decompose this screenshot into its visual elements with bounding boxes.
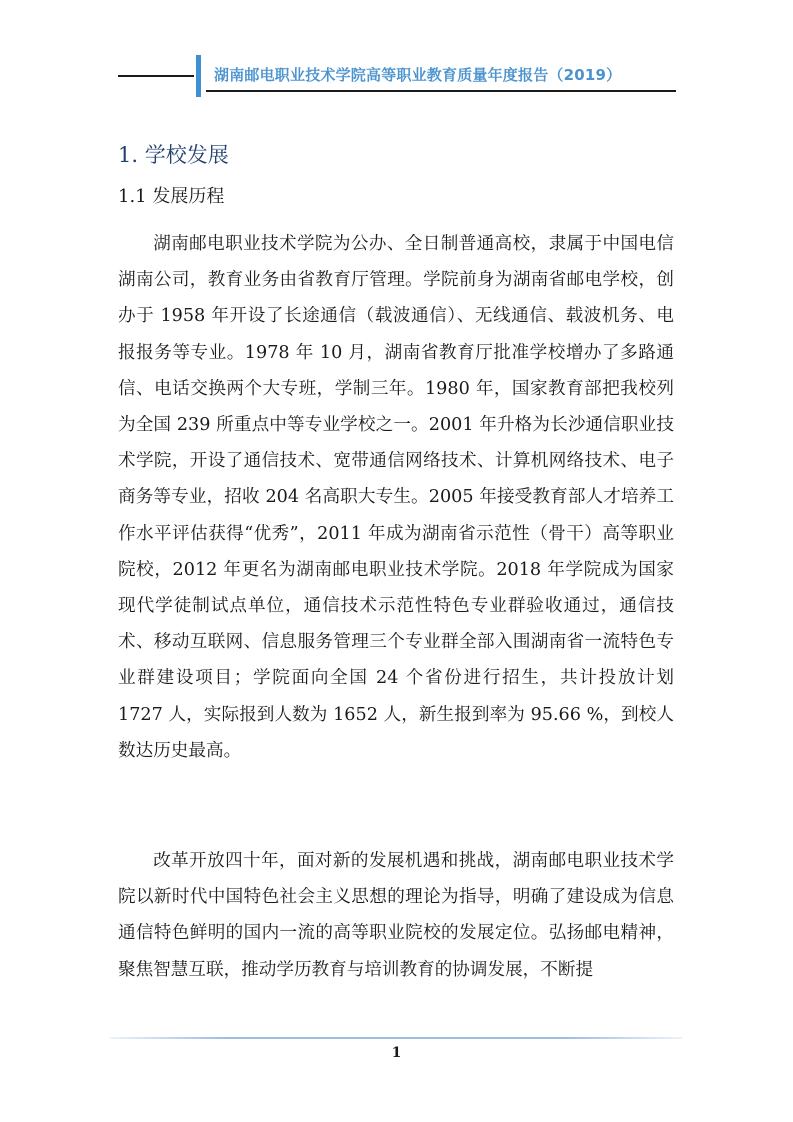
body-paragraph: 改革开放四十年，面对新的发展机遇和挑战，湖南邮电职业技术学院以新时代中国特色社会主义思想的理论为指导，明确了建设成为信息通信特色鲜明的国内一流的高等职业院校的发展定位。弘扬邮电精神，聚焦智慧互联，推动学历教育与培训教育的协调发展，不断提 [118, 851, 674, 980]
body-paragraph: 湖南邮电职业技术学院为公办、全日制普通高校，隶属于中国电信湖南公司，教育业务由省教育厅管理。学院前身为湖南省邮电学校，创办于 1958 年开设了长途通信（载波通信）、无线通信、载波机务、电报报务等专业。1978 年 10 月，湖南省教育厅批准学校增办了多路通信、电话交换两个大专班，学制三年。1980 年，国家教育部把我校列为全国 239 所重点中等专业学校之一。2001 年升格为长沙通信职业技术学院，开设了通信技术、宽带通信网络技术、计算机网络技术、电子商务等专业，招收 204 名高职大专生。2005 年接受教育部人才培养工作水平评估获得“优秀”，2011 年成为湖南省示范性（骨干）高等职业院校，2012 年更名为湖南邮电职业技术学院。2018 年学院成为国家现代学徒制试点单位，通信技术示范性特色专业群验收通过，通信技术、移动互联网、信息服务管理三个专业群全部入围湖南省一流特色专业群建设项目；学院面向全国 24 个省份进行招生，共计投放计划 1727 人，实际报到人数为 1652 人，新生报到率为 95.66 %，到校人数达历史最高。 [118, 234, 674, 761]
header-underline [206, 90, 676, 92]
header-title: 湖南邮电职业技术学院高等职业教育质量年度报告（2019） [214, 66, 622, 84]
footer-rule [110, 1037, 682, 1039]
section-title: 1. 学校发展 [118, 143, 229, 167]
subsection-title: 1.1 发展历程 [118, 186, 225, 207]
page-number: 1 [391, 1045, 402, 1061]
header-accent-bar [196, 55, 201, 97]
page-header [0, 0, 793, 100]
header-left-rule [118, 75, 194, 77]
